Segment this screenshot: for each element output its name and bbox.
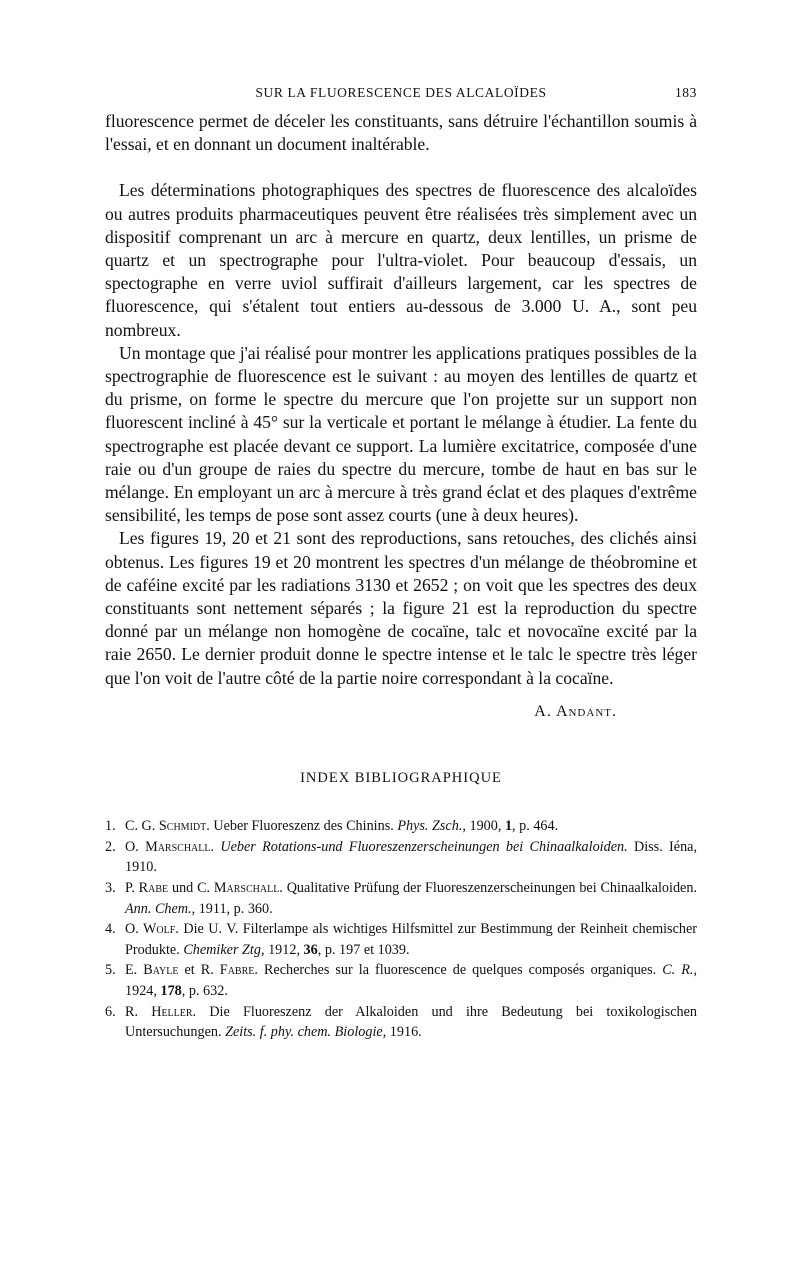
reference-number: 5. xyxy=(105,962,116,979)
reference-details: , 1900, xyxy=(462,818,505,835)
reference-authors-conjunction: und xyxy=(168,880,198,897)
reference-item xyxy=(105,816,697,837)
reference-number: 4. xyxy=(105,921,116,938)
reference-details: , 1911, p. 360. xyxy=(191,900,273,917)
main-text xyxy=(105,110,697,1043)
reference-authors: E. Bayle xyxy=(125,962,179,979)
reference-title: Ueber Fluoreszenz des Chinins. xyxy=(213,818,394,835)
reference-details: , 1916. xyxy=(382,1024,422,1041)
reference-authors: P. Rabe xyxy=(125,880,169,897)
reference-volume: 36 xyxy=(303,941,318,958)
reference-item xyxy=(105,1002,697,1043)
page-number: 183 xyxy=(674,85,697,100)
reference-authors-conjunction: et xyxy=(178,962,201,979)
reference-source: C. R. xyxy=(662,962,694,979)
paragraph-1: fluorescence permet de déceler les constituants, sans détruire l'échantillon soumis à l'essai, et en donnant un document inaltérable. xyxy=(105,111,697,155)
reference-details: , p. 632. xyxy=(181,983,228,1000)
paragraph-2: Les déterminations photographiques des spectres de fluorescence des alcaloïdes ou autres produits pharmaceutiques peuvent être réalisées très simplement avec un dispositif comprenant un arc à mercure en quartz, deux lentilles, un prisme de quartz et un spectrographe pour l'ultra-violet. Pour beaucoup d'essais, un spectographe en verre uviol suffirait d'ailleurs largement, car les spectres de fluorescence, qui s'étalent tout entiers au-dessous de 3.000 U. A., sont peu nombreux. xyxy=(105,180,697,340)
reference-details: , p. 197 et 1039. xyxy=(317,941,410,958)
reference-number: 2. xyxy=(105,838,116,855)
reference-details: , p. 464. xyxy=(512,818,559,835)
reference-authors: C. G. Schmidt. xyxy=(125,818,210,835)
reference-number: 3. xyxy=(105,880,116,897)
reference-volume: 1 xyxy=(504,818,513,835)
reference-number: 6. xyxy=(105,1003,116,1020)
reference-source: Ann. Chem. xyxy=(125,900,192,917)
reference-source: Phys. Zsch. xyxy=(397,818,463,835)
bibliography-title: INDEX BIBLIOGRAPHIQUE xyxy=(300,770,502,787)
reference-number: 1. xyxy=(105,818,116,835)
reference-details: , 1924, xyxy=(125,962,698,1000)
reference-authors: R. Heller. xyxy=(125,1003,197,1020)
bibliography-list xyxy=(105,816,697,1043)
reference-title: Die Fluoreszenz der Alkaloiden und ihre Bedeutung bei toxikologischen Untersuchungen. xyxy=(125,1003,698,1041)
running-title: SUR LA FLUORESCENCE DES ALCALOÏDES xyxy=(255,85,547,100)
paragraph-3: Un montage que j'ai réalisé pour montrer les applications pratiques possibles de la spectrographie de fluorescence est le suivant : au moyen des lentilles de quartz et du prisme, on forme le spectre du mercure que l'on projette sur un support non fluorescent incliné à 45° sur la verticale et portant le mélange à étudier. La fente du spectrographe est placée devant ce support. La lumière excitatrice, composée d'une raie ou d'un groupe de raies du spectre du mercure, tombe de haut en bas sur le mélange. En employant un arc à mercure à très grand éclat et des plaques d'extrême sensibilité, les temps de pose sont assez courts (une à deux heures). xyxy=(105,342,697,526)
reference-authors: R. Fabre. xyxy=(200,962,258,979)
reference-volume: 178 xyxy=(160,983,182,1000)
reference-item xyxy=(105,960,697,1001)
reference-authors: C. Marschall. xyxy=(197,880,283,897)
reference-source: Ueber Rotations-und Fluoreszenzerscheinungen bei Chinaalkaloiden. xyxy=(220,838,628,855)
reference-item xyxy=(105,837,697,878)
paragraph-4: Les figures 19, 20 et 21 sont des reproductions, sans retouches, des clichés ainsi obtenus. Les figures 19 et 20 montrent les spectres d'un mélange de théobromine et de caféine excité par les radiations 3130 et 2652 ; on voit que les spectres des deux constituants sont nettement séparés ; la figure 21 est la reproduction du spectre donné par un mélange non homogène de cocaïne, talc et novocaïne excité par la raie 2650. Le dernier produit donne le spectre intense et le talc le spectre très léger que l'on voit de l'autre côté de la partie noire correspondant à la cocaïne. xyxy=(105,528,697,688)
author-signature: A. Andant. xyxy=(534,702,617,720)
reference-authors: O. Wolf. xyxy=(125,921,179,938)
reference-item xyxy=(105,878,697,919)
reference-details: Diss. Iéna, 1910. xyxy=(125,838,698,876)
reference-title: Die U. V. Filterlampe als wichtiges Hilfsmittel zur Bestimmung der Reinheit chemischer Produkte. xyxy=(125,921,697,958)
reference-source: Chemiker Ztg xyxy=(183,941,261,958)
reference-item xyxy=(105,919,697,960)
reference-authors: O. Marschall. xyxy=(125,838,215,855)
reference-title: Qualitative Prüfung der Fluoreszenzerscheinungen bei Chinaalkaloiden. xyxy=(286,880,697,897)
reference-title: Recherches sur la fluorescence de quelques composés organiques. xyxy=(263,962,657,979)
reference-source: Zeits. f. phy. chem. Biologie xyxy=(225,1024,383,1041)
reference-details: , 1912, xyxy=(260,941,304,958)
running-header xyxy=(105,85,697,105)
